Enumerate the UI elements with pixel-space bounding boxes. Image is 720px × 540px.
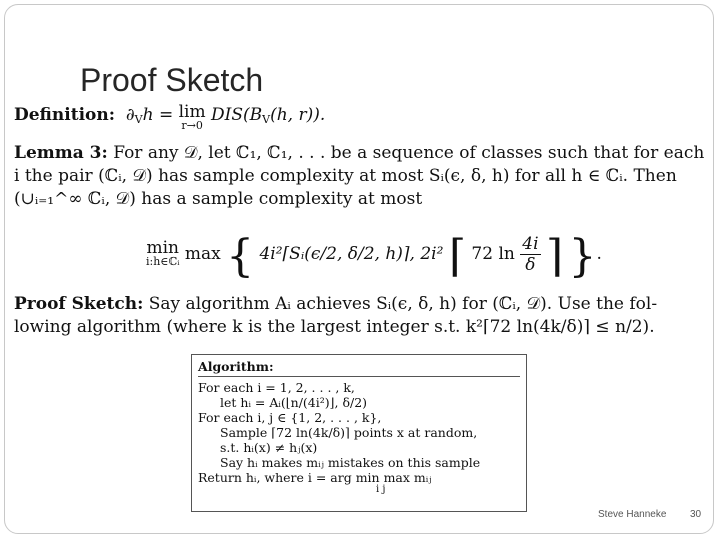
frac-den: δ xyxy=(525,255,536,275)
lemma-line-3: (∪ᵢ₌₁^∞ ℂᵢ, 𝒟) has a sample complexity at most xyxy=(14,189,423,209)
definition-line xyxy=(14,104,706,132)
proof-line-2: lowing algorithm (where k is the largest integer s.t. k²⌈72 ln(4k/δ)⌉ ≤ n/2). xyxy=(14,317,655,337)
min-operator xyxy=(146,237,180,269)
definition-lhs: ∂ xyxy=(125,105,135,125)
left-brace: { xyxy=(226,231,255,282)
lim-text: lim xyxy=(178,102,206,122)
slide-body xyxy=(14,104,706,211)
footer-author: Steve Hanneke xyxy=(598,509,667,520)
algorithm-line: let hᵢ = Aᵢ(⌊n/(4i²)⌋, δ/2) xyxy=(220,395,368,410)
right-ceil: ⌉ xyxy=(545,231,564,282)
formula-fraction xyxy=(520,234,540,275)
formula-end: . xyxy=(596,244,602,264)
proof-sketch xyxy=(14,293,706,339)
algorithm-line: For each i, j ∈ {1, 2, . . . , k}, xyxy=(198,410,382,425)
max-text: max xyxy=(184,244,221,264)
algorithm-line: Sample ⌈72 ln(4k/δ)⌉ points x at random, xyxy=(220,425,478,440)
algorithm-line: For each i = 1, 2, . . . , k, xyxy=(198,380,355,395)
proof-line-1 xyxy=(14,293,706,316)
min-under: i:h∈ℂᵢ xyxy=(146,254,180,268)
formula-body: 4i²⌈Sᵢ(ϵ/2, δ/2, h)⌉, 2i² xyxy=(259,244,444,264)
proof-text-1: Say algorithm Aᵢ achieves Sᵢ(ϵ, δ, h) for (ℂᵢ, 𝒟). Use the fol- xyxy=(148,294,658,314)
definition-lhs-sub: V xyxy=(134,113,143,126)
algorithm-header: Algorithm: xyxy=(198,359,520,377)
page-number: 30 xyxy=(690,509,702,520)
algorithm-argmin-under: i j xyxy=(376,484,386,495)
right-brace: } xyxy=(568,231,597,282)
lemma-line-1 xyxy=(14,142,706,165)
definition-label: Definition: xyxy=(14,105,116,125)
definition-lim xyxy=(179,104,206,132)
lim-under: r→0 xyxy=(181,119,203,132)
definition-lhs-var: h xyxy=(142,105,154,125)
algorithm-line: Return hᵢ, where i = arg min max mᵢⱼ xyxy=(198,470,432,485)
algorithm-line: s.t. hᵢ(x) ≠ hⱼ(x) xyxy=(220,440,318,455)
frac-num: 4i xyxy=(522,234,539,254)
definition-rhs-end: (h, r)). xyxy=(270,105,326,125)
algorithm-box xyxy=(191,354,527,512)
lemma-text-1: For any 𝒟, let ℂ₁, ℂ₁, . . . be a sequence of classes such that for each xyxy=(113,143,705,163)
definition-rhs: DIS(B xyxy=(211,105,263,125)
lemma-label: Lemma 3: xyxy=(14,143,108,163)
slide-title: Proof Sketch xyxy=(80,62,264,98)
sample-complexity-formula xyxy=(146,231,602,284)
lemma-line-2: i the pair (ℂᵢ, 𝒟) has sample complexity at most Sᵢ(ϵ, δ, h) for all h ∈ ℂᵢ. Then xyxy=(14,166,677,186)
left-ceil: ⌈ xyxy=(448,231,467,282)
formula-ln: 72 ln xyxy=(471,244,515,264)
definition-rhs-sub: V xyxy=(262,113,271,126)
algorithm-line: Say hᵢ makes mᵢⱼ mistakes on this sample xyxy=(220,455,481,470)
min-text: min xyxy=(146,237,179,258)
definition-eq: = xyxy=(153,105,179,125)
proof-label: Proof Sketch: xyxy=(14,294,144,314)
